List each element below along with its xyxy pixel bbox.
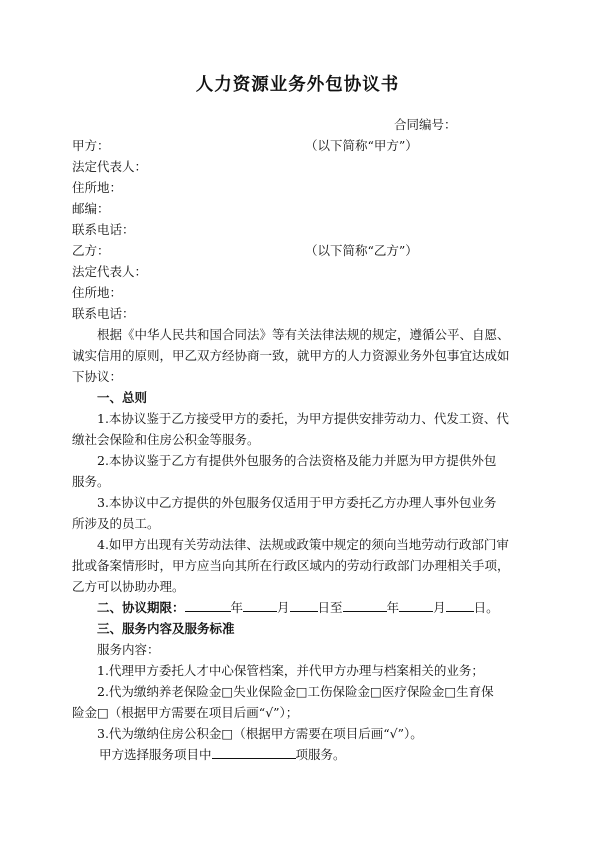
month-label: 月 xyxy=(277,600,290,615)
service-count-blank[interactable] xyxy=(212,746,296,759)
clause-line: 4.如甲方出现有关劳动法律、法规或政策中规定的须向当地劳动行政部门审 xyxy=(97,537,509,552)
term-line xyxy=(97,599,499,617)
party-a-postcode: 邮编： xyxy=(72,201,110,216)
section-heading-term: 二、协议期限： xyxy=(97,600,185,615)
preamble-line: 诚实信用的原则，甲乙双方经协商一致，就甲方的人力资源业务外包事宜达成如 xyxy=(72,348,510,363)
party-b-alias: （以下简称“乙方”） xyxy=(305,243,418,258)
service-item: 3.代为缴纳住房公积金□（根据甲方需要在项目后画“√”）。 xyxy=(97,726,423,741)
service-item: 1.代理甲方委托人才中心保管档案，并代甲方办理与档案相关的业务； xyxy=(97,663,484,678)
party-b-phone: 联系电话： xyxy=(72,306,135,321)
party-b-legal-rep: 法定代表人： xyxy=(72,264,148,279)
section-heading-services: 三、服务内容及服务标准 xyxy=(97,621,235,636)
party-a-legal-rep: 法定代表人： xyxy=(72,159,148,174)
clause-line: 1.本协议鉴于乙方接受甲方的委托，为甲方提供安排劳动力、代发工资、代 xyxy=(97,411,509,426)
year-label: 年 xyxy=(230,600,244,615)
clause-line: 所涉及的员工。 xyxy=(72,516,160,531)
year-label: 年 xyxy=(386,600,400,615)
party-a-alias: （以下简称“甲方”） xyxy=(305,138,418,153)
party-a-phone: 联系电话： xyxy=(72,222,135,237)
service-item: 2.代为缴纳养老保险金□失业保险金□工伤保险金□医疗保险金□生育保 xyxy=(97,684,494,699)
party-b-address: 住所地： xyxy=(72,285,123,300)
end-month-blank[interactable] xyxy=(399,599,433,612)
service-selection-line xyxy=(99,746,346,764)
start-day-blank[interactable] xyxy=(290,599,318,612)
start-month-blank[interactable] xyxy=(243,599,277,612)
contract-number-label: 合同编号： xyxy=(394,117,457,132)
end-day-blank[interactable] xyxy=(446,599,474,612)
select-prefix: 甲方选择服务项目中 xyxy=(99,747,212,762)
clause-line: 缴社会保险和住房公积金等服务。 xyxy=(72,432,260,447)
preamble-line: 下协议： xyxy=(72,369,123,384)
day-to-label: 日至 xyxy=(317,600,343,615)
service-content-label: 服务内容： xyxy=(97,642,160,657)
day-end-label: 日。 xyxy=(473,600,499,615)
select-suffix: 项服务。 xyxy=(295,747,346,762)
clause-line: 批或备案情形时，甲方应当向其所在行政区域内的劳动行政部门办理相关手项， xyxy=(72,558,510,573)
preamble-line: 根据《中华人民共和国合同法》等有关法律法规的规定，遵循公平、自愿、 xyxy=(97,327,510,342)
party-a-address: 住所地： xyxy=(72,180,123,195)
party-a-label: 甲方： xyxy=(72,138,110,153)
clause-line: 2.本协议鉴于乙方有提供外包服务的合法资格及能力并愿为甲方提供外包 xyxy=(97,453,497,468)
party-b-label: 乙方： xyxy=(72,243,110,258)
end-year-blank[interactable] xyxy=(343,599,387,612)
clause-line: 3.本协议中乙方提供的外包服务仅适用于甲方委托乙方办理人事外包业务 xyxy=(97,495,497,510)
service-item: 险金□（根据甲方需要在项目后画“√”）； xyxy=(72,705,299,720)
clause-line: 服务。 xyxy=(72,474,110,489)
month-label: 月 xyxy=(433,600,446,615)
clause-line: 乙方可以协助办理。 xyxy=(72,579,185,594)
start-year-blank[interactable] xyxy=(185,599,231,612)
document-title: 人力资源业务外包协议书 xyxy=(195,75,400,95)
section-heading-general: 一、总则 xyxy=(97,390,148,405)
